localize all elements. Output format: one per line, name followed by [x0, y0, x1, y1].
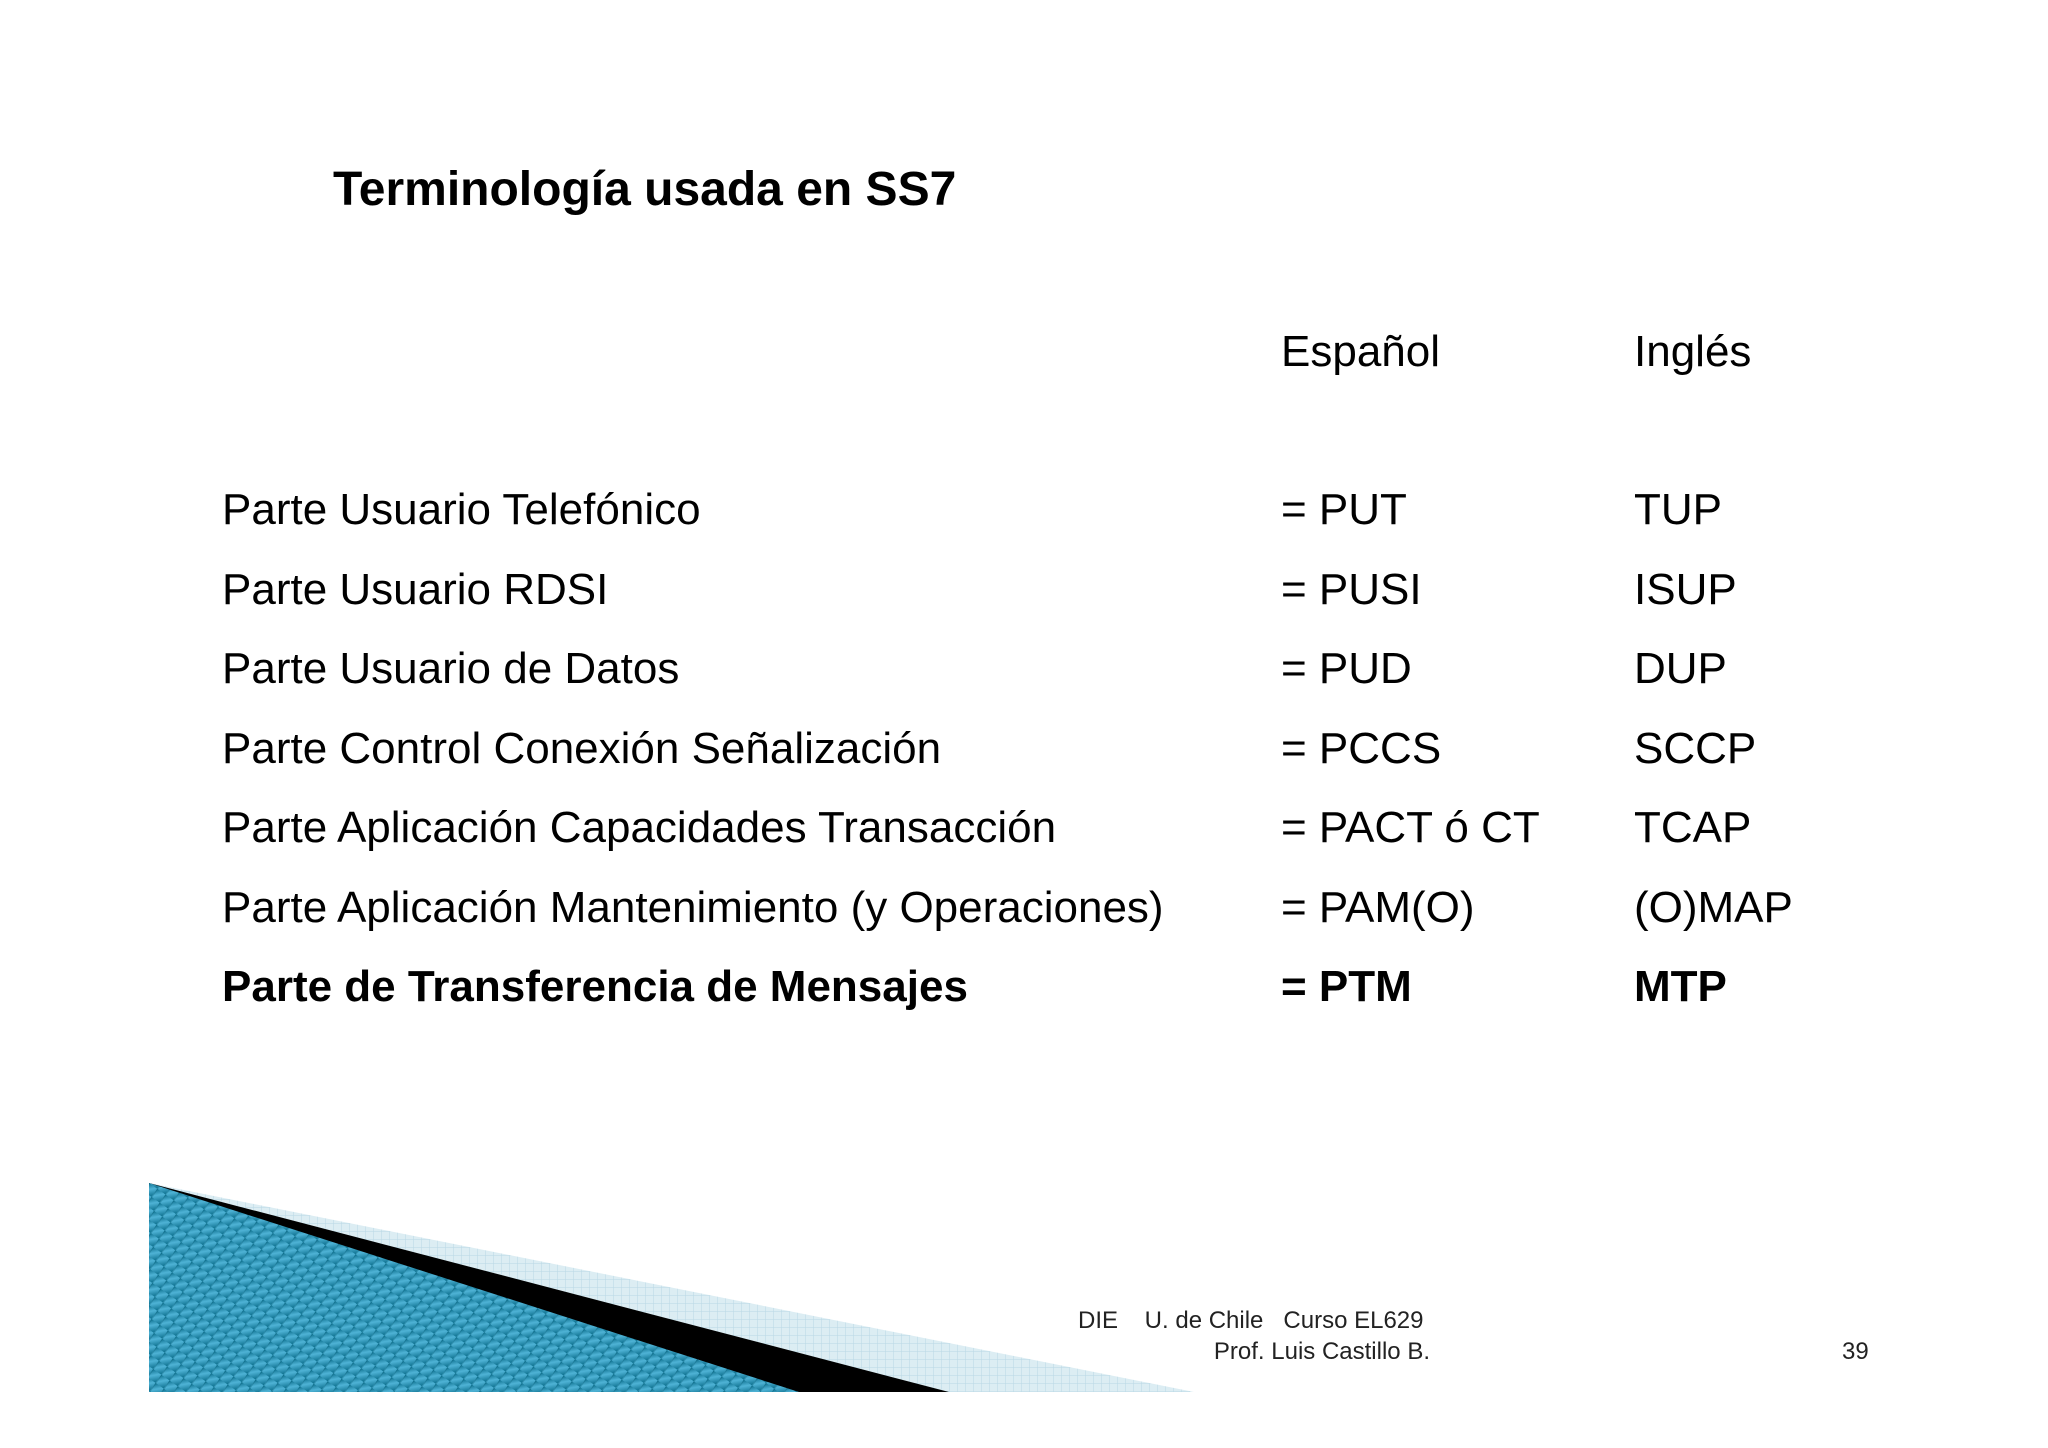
term-name: Parte Control Conexión Señalización	[222, 723, 942, 773]
term-row	[222, 798, 1922, 878]
page-number: 39	[1842, 1338, 1869, 1365]
footer-professor: Prof. Luis Castillo B.	[1213, 1338, 1430, 1365]
term-name: Parte Aplicación Capacidades Transacción	[222, 803, 1057, 852]
term-name: Parte Usuario de Datos	[222, 644, 680, 693]
column-header-spanish: Español	[1281, 327, 1441, 376]
term-english-abbr: DUP	[1634, 644, 1727, 693]
term-spanish-abbr: = PTM	[1281, 962, 1412, 1011]
term-english-abbr: MTP	[1634, 962, 1727, 1011]
term-name: Parte de Transferencia de Mensajes	[222, 962, 968, 1011]
term-english-abbr: (O)MAP	[1634, 882, 1793, 932]
term-spanish-abbr: = PAM(O)	[1281, 882, 1475, 932]
term-spanish-abbr: = PUD	[1281, 644, 1412, 693]
term-name: Parte Aplicación Mantenimiento (y Operaciones)	[222, 882, 1164, 932]
term-row	[222, 560, 1922, 640]
term-row-highlighted	[222, 957, 1922, 1037]
term-spanish-abbr: = PACT ó CT	[1281, 803, 1540, 852]
term-english-abbr: ISUP	[1634, 564, 1737, 614]
slide-title: Terminología usada en SS7	[333, 163, 957, 216]
term-name: Parte Usuario Telefónico	[222, 485, 701, 534]
term-spanish-abbr: = PUT	[1281, 485, 1407, 534]
term-row	[222, 480, 1922, 560]
decorative-wedge-graphic	[149, 1183, 1194, 1392]
footer-course-info: DIE U. de Chile Curso EL629	[1078, 1307, 1424, 1334]
term-english-abbr: TCAP	[1634, 803, 1752, 852]
term-row	[222, 719, 1922, 799]
term-row	[222, 878, 1922, 958]
term-spanish-abbr: = PUSI	[1281, 564, 1422, 614]
terminology-table	[222, 480, 1922, 1037]
term-name: Parte Usuario RDSI	[222, 564, 609, 614]
column-header-english: Inglés	[1634, 327, 1752, 376]
term-row	[222, 639, 1922, 719]
term-spanish-abbr: = PCCS	[1281, 723, 1442, 773]
term-english-abbr: TUP	[1634, 485, 1722, 534]
term-english-abbr: SCCP	[1634, 723, 1757, 773]
